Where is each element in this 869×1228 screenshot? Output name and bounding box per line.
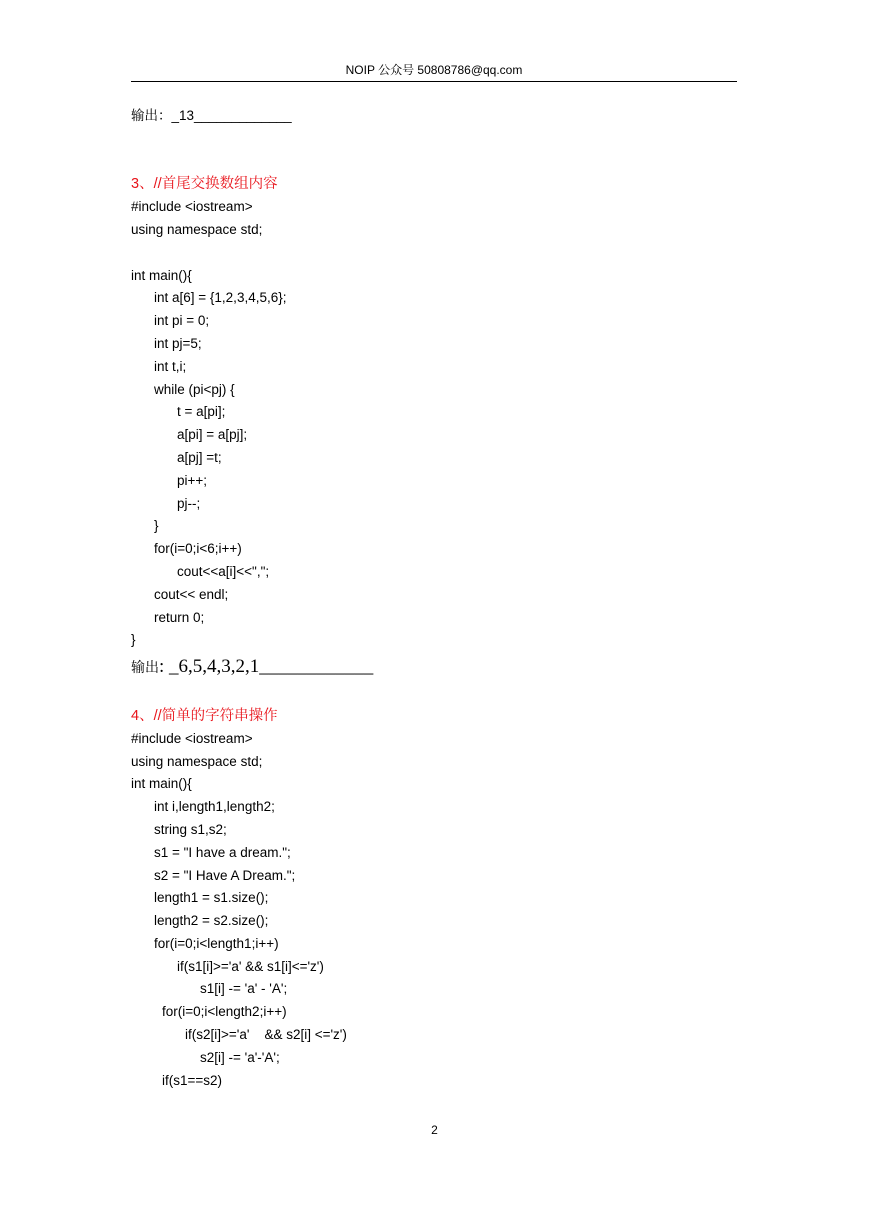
code-line: } — [131, 632, 136, 648]
output-label: 输出 — [131, 659, 159, 676]
code-line: } — [154, 518, 159, 534]
code-line: a[pi] = a[pj]; — [177, 427, 248, 443]
code-line: s2 = "I Have A Dream."; — [154, 867, 296, 883]
code-line: for(i=0;i<length2;i++) — [162, 1004, 287, 1020]
document-body — [131, 105, 737, 1092]
code-line: if(s1[i]>='a' && s1[i]<='z') — [177, 958, 324, 974]
code-line: #include <iostream> — [131, 730, 253, 746]
code-line: for(i=0;i<6;i++) — [154, 541, 242, 557]
section-4-heading: 4、//简单的字符串操作 — [131, 707, 278, 724]
code-block-3 — [131, 196, 737, 652]
code-line: using namespace std; — [131, 753, 263, 769]
code-line: int a[6] = {1,2,3,4,5,6}; — [154, 290, 287, 306]
code-block-4 — [131, 728, 737, 1093]
code-line: int main(){ — [131, 776, 192, 792]
output-blank: ____________ — [259, 656, 374, 678]
output-line-1 — [131, 105, 737, 128]
code-line: string s1,s2; — [154, 821, 227, 837]
code-line: while (pi<pj) { — [154, 381, 235, 397]
code-line: cout<< endl; — [154, 586, 229, 602]
code-line: if(s2[i]>='a' && s2[i] <='z') — [185, 1027, 347, 1043]
code-line: int i,length1,length2; — [154, 799, 275, 815]
code-line: using namespace std; — [131, 221, 263, 237]
code-line: return 0; — [154, 609, 205, 625]
code-line — [131, 242, 737, 265]
page-header: NOIP 公众号 50808786@qq.com — [131, 61, 737, 82]
code-line: #include <iostream> — [131, 199, 253, 215]
output-value: _13 — [171, 108, 195, 123]
code-line: length1 = s1.size(); — [154, 890, 269, 906]
code-line: for(i=0;i<length1;i++) — [154, 935, 279, 951]
output-blank: _____________ — [194, 108, 292, 123]
section-3-heading: 3、//首尾交换数组内容 — [131, 176, 278, 193]
code-line: pi++; — [177, 472, 208, 488]
code-line: int pi = 0; — [154, 313, 210, 329]
code-line: s2[i] -= 'a'-'A'; — [200, 1049, 280, 1065]
code-line: int t,i; — [154, 358, 187, 374]
output-label: 输出： — [131, 108, 172, 123]
code-line: length2 = s2.size(); — [154, 913, 269, 929]
output-value: : _6,5,4,3,2,1 — [159, 656, 260, 678]
code-line: pj--; — [177, 495, 201, 511]
code-line: s1 = "I have a dream."; — [154, 844, 291, 860]
output-line-2 — [131, 652, 737, 682]
code-line: s1[i] -= 'a' - 'A'; — [200, 981, 288, 997]
code-line: int main(){ — [131, 267, 192, 283]
code-line: int pj=5; — [154, 335, 202, 351]
code-line: t = a[pi]; — [177, 404, 226, 420]
code-line: if(s1==s2) — [162, 1072, 223, 1088]
code-line: a[pj] =t; — [177, 449, 222, 465]
page-number: 2 — [431, 1123, 438, 1137]
code-line: cout<<a[i]<<","; — [177, 563, 270, 579]
